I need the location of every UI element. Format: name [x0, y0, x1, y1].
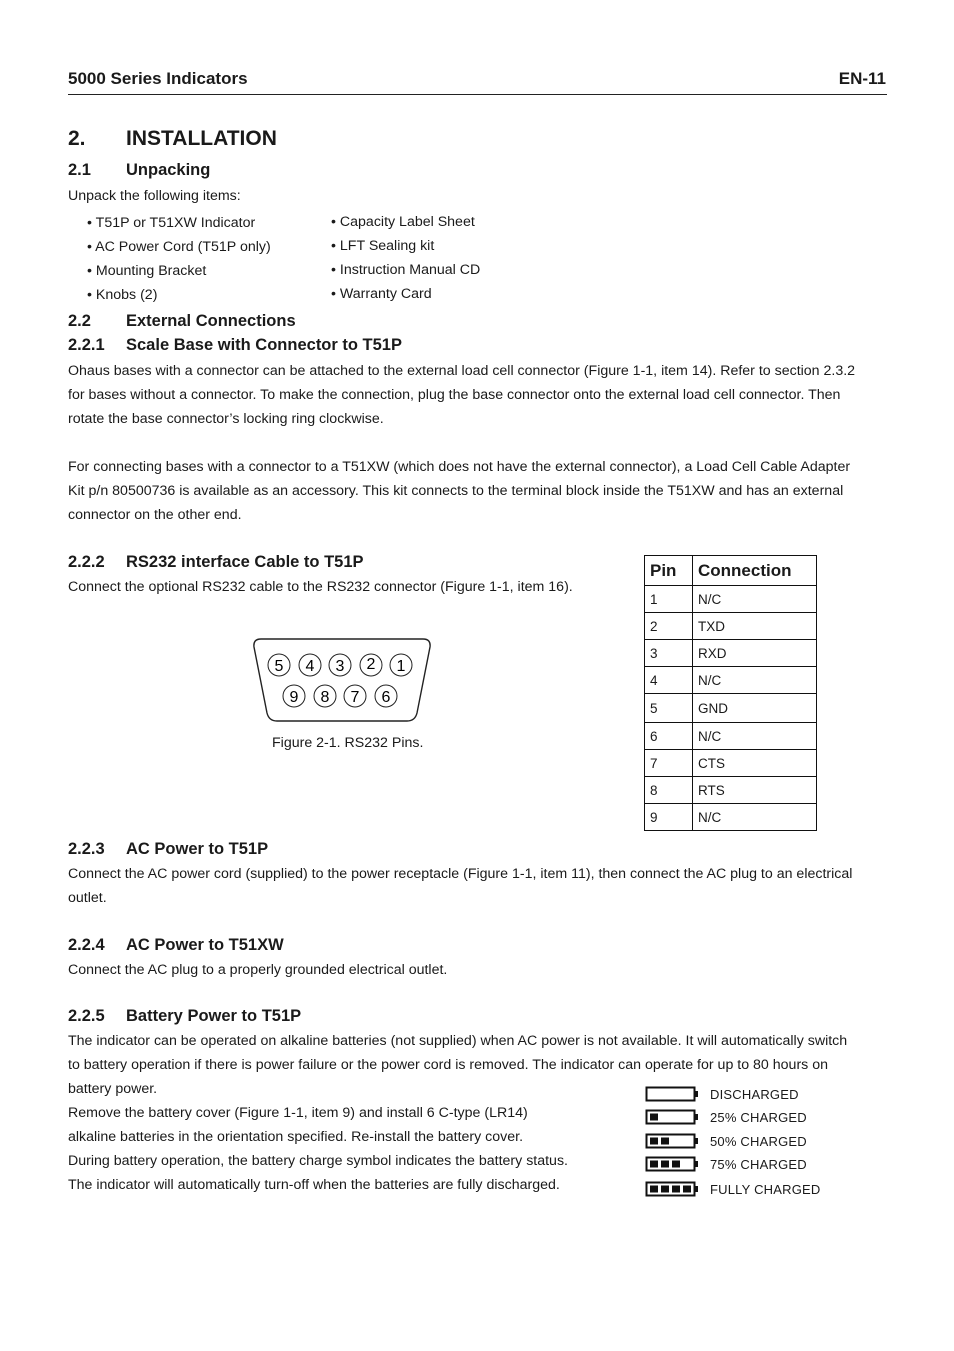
subsection-title: AC Power to T51XW [126, 936, 284, 954]
pin-label: 3 [335, 658, 345, 675]
battery-segment [672, 1161, 680, 1168]
battery-status-label: 50% CHARGED [710, 1134, 807, 1149]
list-item: • Capacity Label Sheet [331, 214, 475, 230]
subsection-number: 2.2.3 [68, 840, 105, 858]
battery-segment [650, 1114, 658, 1121]
table-row: 3 RXD [645, 640, 817, 667]
list-item: • Knobs (2) [87, 287, 158, 303]
subsection-title: Unpacking [126, 161, 211, 179]
battery-outline [647, 1088, 695, 1101]
rs232-connector-figure [251, 637, 433, 723]
list-item: • Instruction Manual CD [331, 262, 481, 278]
battery-segment [650, 1138, 658, 1145]
pin-label: 1 [396, 658, 406, 675]
connector-top-pins [268, 654, 412, 676]
subsection-number: 2.2 [68, 312, 91, 330]
subsection-number: 2.1 [68, 161, 91, 179]
subsection-title: Scale Base with Connector to T51P [126, 336, 402, 354]
page-number: EN-11 [838, 69, 886, 88]
table-row: 8 RTS [645, 777, 817, 804]
column-header: Pin [645, 556, 693, 586]
battery-segment [661, 1161, 669, 1168]
subsection-title: Battery Power to T51P [126, 1007, 302, 1025]
battery-icon [645, 1085, 701, 1103]
table-row: 5 GND [645, 694, 817, 723]
column-header: Connection [693, 556, 817, 586]
table-header-row [645, 556, 817, 586]
battery-status-label: FULLY CHARGED [710, 1182, 821, 1197]
section-number: 2. [68, 127, 86, 150]
subsection-number: 2.2.4 [68, 936, 105, 954]
pin-label: 8 [320, 689, 330, 706]
list-item: • AC Power Cord (T51P only) [87, 239, 271, 255]
unpack-list-1 [87, 211, 271, 307]
connector-bottom-pins [283, 685, 397, 707]
paragraph: The indicator can be operated on alkaline batteries (not supplied) when AC power is not available. It will automatically switch to battery operation if there is power failure or the power cord is removed. The indicator can operate for up to 80 hours on battery power. Remove the battery cover (Figure 1-1, item 9) and install 6 C-type (LR14) alkaline batteries in the orientation specified. Re-install the battery cover. During battery operation, the battery charge symbol indicates the battery status. The indicator will automatically turn-off when the batteries are fully discharged. [68, 1033, 848, 1193]
pin-label: 6 [381, 689, 391, 706]
pin-label: 4 [305, 658, 315, 675]
table-row: 4 N/C [645, 667, 817, 694]
list-item: • LFT Sealing kit [331, 238, 435, 254]
subsection-number: 2.2.1 [68, 336, 105, 354]
subsection-number: 2.2.2 [68, 553, 105, 571]
battery-tip [695, 1138, 698, 1144]
battery-status-row [645, 1108, 807, 1128]
subsection-title: RS232 interface Cable to T51P [126, 553, 364, 571]
subsection-number: 2.2.5 [68, 1007, 105, 1025]
battery-tip [695, 1114, 698, 1120]
rs232-pin-table [644, 555, 817, 831]
battery-status-label: 75% CHARGED [710, 1157, 807, 1172]
paragraph: For connecting bases with a connector to a T51XW (which does not have the external connector), a Load Cell Cable Adapter Kit p/n 80500736 is available as an accessory. This kit connects to the terminal block inside the T51XW and has an external connector on the other end. [68, 459, 851, 523]
battery-status-label: DISCHARGED [710, 1087, 799, 1102]
table-row: 2 TXD [645, 613, 817, 640]
pin-label: 2 [366, 656, 376, 673]
battery-icon [645, 1180, 701, 1198]
list-item: • Warranty Card [331, 286, 432, 302]
battery-tip [695, 1091, 698, 1097]
rs232-text: Connect the optional RS232 cable to the RS232 connector (Figure 1-1, item 16). [68, 579, 573, 595]
table-row: 7 CTS [645, 750, 817, 777]
header-rule [68, 94, 887, 95]
battery-icon [645, 1132, 701, 1150]
pin-label: 5 [274, 658, 284, 675]
running-header-title: 5000 Series Indicators [68, 69, 248, 88]
list-item: • Mounting Bracket [87, 263, 207, 279]
battery-icon [645, 1108, 701, 1126]
battery-segment [672, 1186, 680, 1193]
battery-segment [650, 1186, 658, 1193]
battery-icon [645, 1155, 701, 1173]
battery-segment [661, 1138, 669, 1145]
battery-tip [695, 1161, 698, 1167]
list-item: • T51P or T51XW Indicator [87, 215, 256, 231]
battery-status-row [645, 1085, 799, 1105]
subsection-title: External Connections [126, 312, 296, 330]
subsection-title: AC Power to T51P [126, 840, 269, 858]
table-row: 9 N/C [645, 804, 817, 831]
battery-tip [695, 1186, 698, 1192]
pin-label: 9 [289, 689, 299, 706]
battery-segment [650, 1161, 658, 1168]
table-row: 1 N/C [645, 586, 817, 613]
unpack-list-2 [331, 210, 480, 306]
battery-status-label: 25% CHARGED [710, 1110, 807, 1125]
unpack-intro: Unpack the following items: [68, 188, 241, 204]
paragraph: Connect the AC power cord (supplied) to the power receptacle (Figure 1-1, item 11), then connect the AC plug to an electrical outlet. [68, 866, 853, 906]
battery-segment [661, 1186, 669, 1193]
battery-status-row [645, 1180, 821, 1200]
battery-status-row [645, 1132, 807, 1152]
table-row: 6 N/C [645, 723, 817, 750]
figure-caption: Figure 2-1. RS232 Pins. [272, 735, 424, 751]
paragraph: Connect the AC plug to a properly grounded electrical outlet. [68, 962, 448, 978]
battery-segment [683, 1186, 691, 1193]
paragraph: Ohaus bases with a connector can be attached to the external load cell connector (Figure 1-1, item 14). Refer to section 2.3.2 for bases without a connector. To make the connection, plug the base connector onto the external load cell connector. Then rotate the base connector’s locking ring clockwise. [68, 363, 856, 427]
battery-status-row [645, 1155, 807, 1175]
pin-label: 7 [350, 689, 360, 706]
section-title: INSTALLATION [126, 127, 277, 150]
